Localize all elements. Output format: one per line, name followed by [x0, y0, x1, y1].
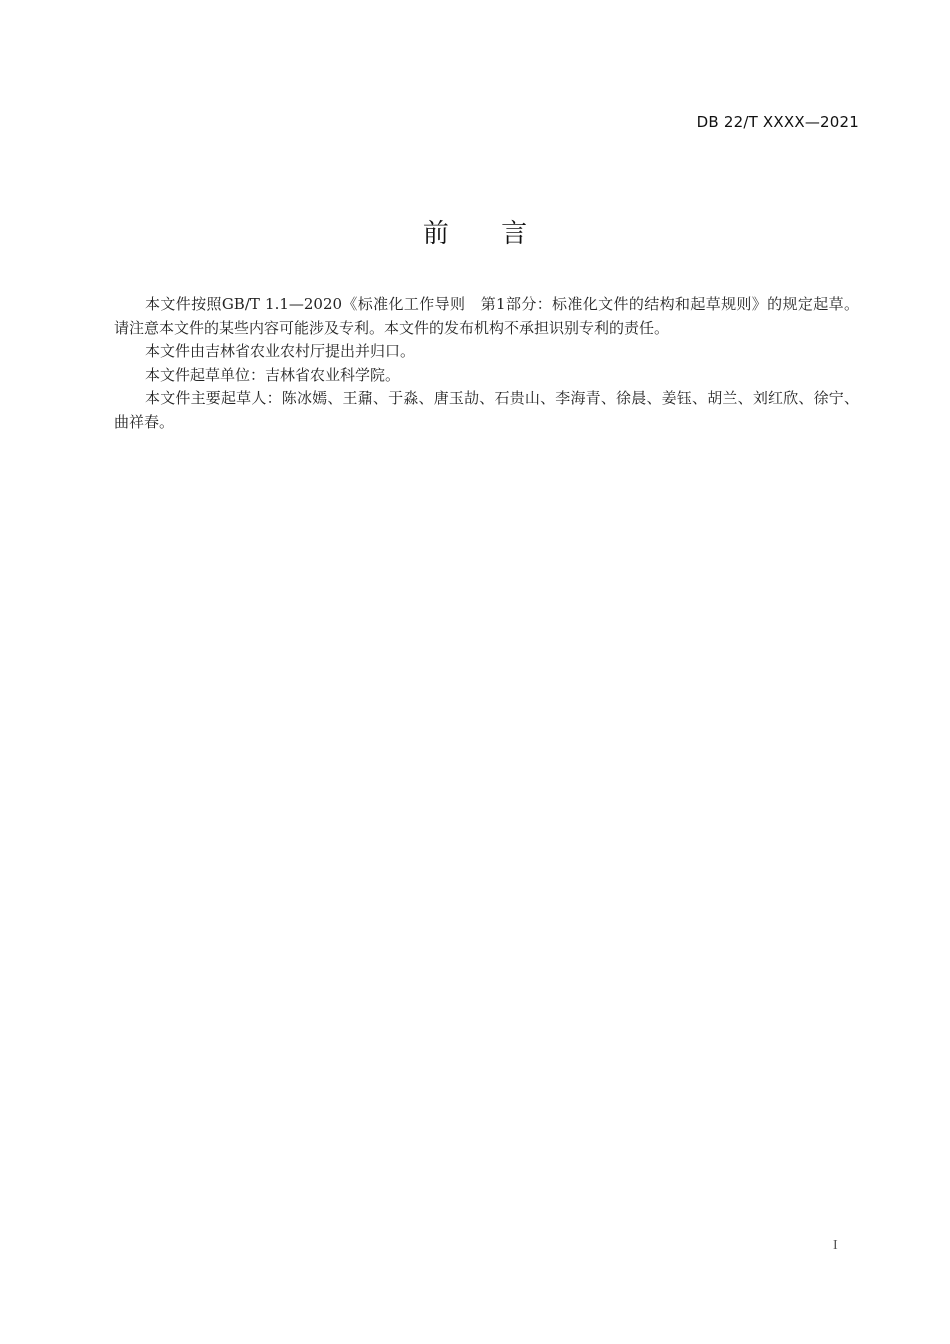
page-number: I [833, 1238, 838, 1253]
standard-code-header: DB 22/T XXXX—2021 [696, 113, 859, 131]
foreword-body [114, 293, 859, 434]
page-title: 前 言 [422, 219, 550, 249]
paragraph-drafting-unit: 本文件起草单位：吉林省农业科学院。 [145, 365, 401, 384]
paragraph-drafters: 本文件主要起草人：陈冰嫣、王鼐、于淼、唐玉劼、石贵山、李海青、徐晨、姜钰、胡兰、刘红欣、徐宁、曲祥春。 [114, 389, 859, 431]
paragraph-proposer: 本文件由吉林省农业农村厅提出并归口。 [145, 342, 416, 360]
paragraph-drafting-rules: 本文件按照GB/T 1.1—2020《标准化工作导则 第1部分：标准化文件的结构和起草规则》的规定起草。请注意本文件的某些内容可能涉及专利。本文件的发布机构不承担识别专利的责任。 [114, 295, 859, 337]
